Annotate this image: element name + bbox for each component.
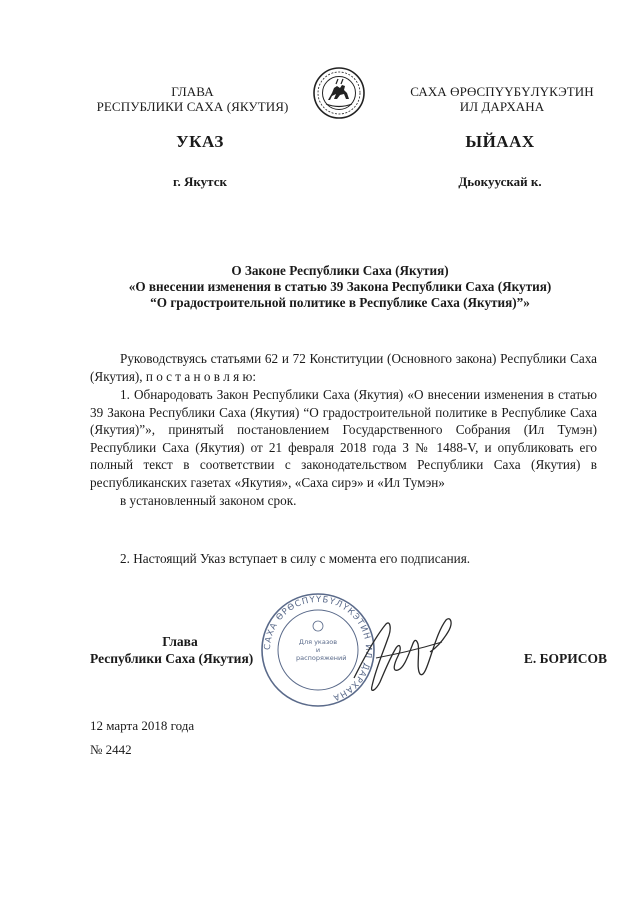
position-line1: Глава — [162, 634, 198, 649]
header-right — [383, 84, 621, 114]
coat-of-arms-emblem — [312, 66, 366, 120]
city-sakha: Дьокуускай к. — [458, 174, 542, 189]
document-number: № 2442 — [90, 742, 132, 757]
item-1-text: 1. Обнародовать Закон Республики Саха (Якутия) «О внесении изменения в статью 39 Закона Республики Саха (Якутия) “О градостроительной политике в Республике Саха (Якутия)”», принятый постановлением Государственного Собрания (Ил Тумэн) Республики Саха (Якутия) от 21 февраля 2018 года З № 1488-V, и опубликовать его полный текст в соответствии с законодательством Республики Саха (Якутия) в республиканских газетах «Якутия», «Саха сирэ» и «Ил Тумэн» — [90, 387, 597, 490]
title-line1: О Законе Республики Саха (Якутия) — [231, 263, 449, 278]
title-line3: “О градостроительной политике в Республике Саха (Якутия)”» — [150, 295, 530, 310]
item-1-paragraph — [90, 386, 597, 509]
header-right-line2: ИЛ ДАРХАНА — [459, 99, 545, 114]
header-left — [70, 84, 315, 114]
signatory-position — [90, 633, 270, 667]
item-2-paragraph: 2. Настоящий Указ вступает в силу с момента его подписания. — [120, 551, 471, 566]
item-1-last-line: в установленный законом срок. — [120, 492, 297, 508]
header-left-line2: РЕСПУБЛИКИ САХА (ЯКУТИЯ) — [96, 99, 289, 114]
city-ru: г. Якутск — [173, 174, 227, 189]
intro-paragraph: Руководствуясь статьями 62 и 72 Конституции (Основного закона) Республики Саха (Якутия), п о с т а н о в л я ю: — [90, 351, 597, 384]
signatory-name: Е. БОРИСОВ — [523, 651, 607, 666]
position-line2: Республики Саха (Якутия) — [90, 651, 254, 666]
document-date: 12 марта 2018 года — [90, 718, 195, 733]
seal-center-text: Для указов и распоряжений — [296, 638, 347, 662]
title-line2: «О внесении изменения в статью 39 Закона Республики Саха (Якутия) — [128, 279, 552, 294]
doc-type-sakha: ЫЙААХ — [465, 132, 535, 151]
header-right-line1: САХА ӨРӨСПҮҮБҮЛҮКЭТИН — [410, 84, 594, 99]
doc-type-ru: УКАЗ — [176, 132, 224, 151]
document-title — [60, 263, 620, 311]
seal-ring-text: САХА ӨРӨСПҮҮБҮЛҮКЭТИН ИЛ ДАРХАНА — [262, 594, 374, 703]
header-left-line1: ГЛАВА — [171, 84, 214, 99]
handwritten-signature — [346, 598, 466, 708]
